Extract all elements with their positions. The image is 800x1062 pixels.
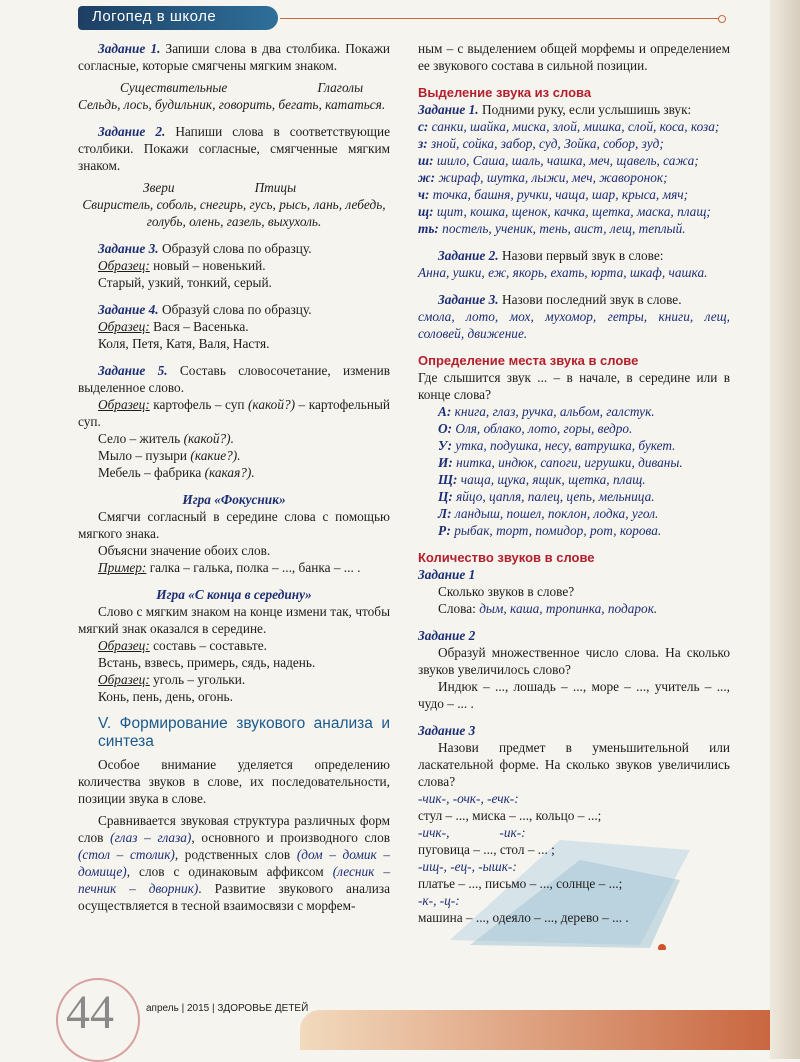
section-header-title: Логопед в школе bbox=[92, 8, 217, 25]
letter-label: О: bbox=[438, 421, 453, 436]
z-task-3-suffix-1: -чик-, -очк-, -ечк-: bbox=[418, 791, 519, 806]
z-task-3-suffix-3: -ищ-, -ец-, -ышк-: bbox=[418, 859, 517, 874]
letter-label: з: bbox=[418, 136, 428, 151]
letter-line bbox=[418, 152, 730, 169]
letter-words: чаща, щука, ящик, щетка, плащ. bbox=[457, 472, 646, 487]
footer-info: апрель | 2015 | ЗДОРОВЬЕ ДЕТЕЙ bbox=[146, 1003, 309, 1014]
game-1-title: Игра «Фокусник» bbox=[182, 492, 286, 507]
r-task-3: Задание 3. Назови последний звук в слове. bbox=[438, 292, 682, 307]
letter-label: щ: bbox=[418, 204, 434, 219]
paragraph-2: Сравнивается звуковая структура различных форм слов (глаз – глаза), основного и производного слов (стол – столик), родственных слов (дом – домик – домище), слов с одинаковым аффиксом (лесник – печник – дворник). Развитие звукового анализа осуществляется в тесной взаимосвязи с морфем- bbox=[78, 813, 390, 913]
z-task-2-label: Задание 2 bbox=[418, 628, 476, 643]
task-5-sample: Образец: картофель – суп (какой?) – картофельный суп. bbox=[78, 397, 390, 429]
task-1-words: Сельдь, лось, будильник, говорить, бегать, кататься. bbox=[78, 97, 386, 112]
task-5-line-1: Село – житель (какой?). bbox=[98, 431, 234, 446]
z-task-2-words: Индюк – ..., лошадь – ..., море – ..., учитель – ..., чудо – ... . bbox=[418, 679, 730, 711]
z-task-3-words-1: стул – ..., миска – ..., кольцо – ...; bbox=[418, 808, 602, 823]
letter-line bbox=[438, 403, 730, 420]
task-3-sample: Образец: новый – новенький. bbox=[98, 258, 266, 273]
task-4-sample: Образец: Вася – Васенька. bbox=[98, 319, 249, 334]
task-3: Задание 3. Образуй слова по образцу. bbox=[98, 241, 312, 256]
letter-words: яйцо, цапля, палец, цепь, мельница. bbox=[452, 489, 655, 504]
letter-line bbox=[418, 186, 730, 203]
letter-words: Оля, облако, лото, горы, ведро. bbox=[452, 421, 633, 436]
letter-label: Р: bbox=[438, 523, 451, 538]
game-2-sample-2: Образец: уголь – угольки. bbox=[98, 672, 246, 687]
letter-label: Щ: bbox=[438, 472, 458, 487]
z-task-1-words: Слова: дым, каша, тропинка, подарок. bbox=[438, 601, 658, 616]
heading-sound-place: Определение места звука в слове bbox=[418, 353, 639, 368]
letter-label: ть: bbox=[418, 221, 439, 236]
task-2-headers: Звери Птицы bbox=[143, 180, 297, 195]
letter-line bbox=[438, 454, 730, 471]
task-2-words: Свиристель, соболь, снегирь, гусь, рысь, лань, лебедь, голубь, олень, газель, выхухоль. bbox=[82, 197, 386, 229]
task-4-words: Коля, Петя, Катя, Валя, Настя. bbox=[98, 336, 270, 351]
z-task-3-label: Задание 3 bbox=[418, 723, 476, 738]
heading-sound-count: Количество звуков в слове bbox=[418, 550, 595, 565]
footer-journal: ЗДОРОВЬЕ ДЕТЕЙ bbox=[217, 1003, 309, 1014]
letter-label: Ц: bbox=[438, 489, 453, 504]
section-v-title: V. Формирование звукового анализа и синтеза bbox=[98, 715, 390, 750]
z-task-3-words-4: машина – ..., одеяло – ..., дерево – ... . bbox=[418, 910, 629, 925]
left-column bbox=[78, 40, 390, 914]
letter-label: с: bbox=[418, 119, 429, 134]
r-task-2-words: Анна, ушки, еж, якорь, ехать, юрта, шкаф, чашка. bbox=[418, 265, 708, 280]
letter-label: ш: bbox=[418, 153, 434, 168]
z-task-3-question: Назови предмет в уменьшительной или ласкательной форме. На сколько звуков увеличились слова? bbox=[418, 740, 730, 789]
game-2-words-1: Встань, взвесь, примерь, сядь, надень. bbox=[98, 655, 316, 670]
letter-words: ландыш, пошел, поклон, лодка, угол. bbox=[451, 506, 659, 521]
letter-line bbox=[438, 505, 730, 522]
game-2-title: Игра «С конца в середину» bbox=[156, 587, 312, 602]
task-1: Задание 1. Запиши слова в два столбика. Покажи согласные, которые смягчены мягким знаком. bbox=[78, 41, 390, 73]
letter-line bbox=[418, 203, 730, 220]
z-task-3-suffix-4: -к-, -ц-: bbox=[418, 893, 460, 908]
z-task-3-words-2: пуговица – ..., стол – ... ; bbox=[418, 842, 555, 857]
z-task-1-question: Сколько звуков в слове? bbox=[438, 584, 575, 599]
paragraph-1: Особое внимание уделяется определению количества звуков в слове, их последовательности, позиции звука в слове. bbox=[78, 757, 390, 806]
task-3-words: Старый, узкий, тонкий, серый. bbox=[98, 275, 272, 290]
task-2: Задание 2. Напиши слова в соответствующие столбики. Покажи согласные, смягченные мягким знаком. bbox=[78, 124, 391, 173]
letter-label: Л: bbox=[438, 506, 452, 521]
letter-line bbox=[438, 488, 730, 505]
letter-line bbox=[418, 118, 730, 135]
game-1-text-2: Объясни значение обоих слов. bbox=[98, 543, 271, 558]
game-2-sample-1: Образец: составь – составьте. bbox=[98, 638, 267, 653]
letter-line bbox=[438, 471, 730, 488]
letter-words: щит, кошка, щенок, качка, щетка, маска, плащ; bbox=[433, 204, 711, 219]
footer-month: апрель bbox=[146, 1003, 179, 1014]
task-5-line-3: Мебель – фабрика (какая?). bbox=[98, 465, 255, 480]
letter-line bbox=[418, 135, 730, 152]
letter-line bbox=[438, 420, 730, 437]
game-2-words-2: Конь, пень, день, огонь. bbox=[98, 689, 233, 704]
task-5: Задание 5. Составь словосочетание, изменив выделенное слово. bbox=[78, 363, 390, 395]
letter-words: рыбак, торт, помидор, рот, корова. bbox=[450, 523, 662, 538]
header-rule-dot bbox=[718, 15, 726, 23]
footer-year: 2015 bbox=[186, 1003, 210, 1014]
letter-label: ж: bbox=[418, 170, 436, 185]
task-4: Задание 4. Образуй слова по образцу. bbox=[98, 302, 312, 317]
right-column bbox=[418, 40, 730, 926]
header-rule bbox=[280, 18, 720, 19]
z-task-3-suffix-2: -ичк-, -ик-: bbox=[418, 825, 526, 840]
letter-words: книга, глаз, ручка, альбом, галстук. bbox=[451, 404, 655, 419]
r-task-1: Задание 1. Подними руку, если услышишь звук: bbox=[418, 102, 692, 117]
footer-decoration-bar bbox=[300, 1010, 770, 1050]
letter-words: постель, ученик, тень, аист, лещ, теплый. bbox=[438, 221, 686, 236]
letter-label: ч: bbox=[418, 187, 430, 202]
place-lines bbox=[418, 403, 730, 539]
r-task-1-lines bbox=[418, 118, 730, 237]
place-question: Где слышится звук ... – в начале, в середине или в конце слова? bbox=[418, 370, 730, 402]
game-1-text: Смягчи согласный в середине слова с помощью мягкого знака. bbox=[78, 509, 390, 541]
heading-sound-isolation: Выделение звука из слова bbox=[418, 85, 592, 100]
page-edge-shadow bbox=[770, 0, 800, 1059]
letter-label: У: bbox=[438, 438, 453, 453]
letter-words: санки, шайка, миска, злой, мишка, слой, коса, коза; bbox=[428, 119, 720, 134]
letter-words: нитка, индюк, сапоги, игрушки, диваны. bbox=[452, 455, 683, 470]
z-task-1-label: Задание 1 bbox=[418, 567, 476, 582]
letter-line bbox=[418, 169, 730, 186]
letter-label: И: bbox=[438, 455, 453, 470]
letter-label: А: bbox=[438, 404, 452, 419]
game-1-example: Пример: галка – галька, полка – ..., банка – ... . bbox=[98, 560, 361, 575]
letter-words: утка, подушка, несу, ватрушка, букет. bbox=[452, 438, 676, 453]
letter-words: шило, Саша, шаль, чашка, меч, щавель, сажа; bbox=[433, 153, 699, 168]
continued-paragraph: ным – с выделением общей морфемы и определением ее звукового состава в сильной позиции. bbox=[418, 41, 730, 73]
task-5-line-2: Мыло – пузыри (какие?). bbox=[98, 448, 241, 463]
letter-line bbox=[418, 220, 730, 237]
page-number: 44 bbox=[66, 986, 114, 1039]
z-task-2-question: Образуй множественное число слова. На сколько звуков увеличилось слово? bbox=[418, 645, 730, 677]
letter-words: точка, башня, ручки, чаща, шар, крыса, мяч; bbox=[429, 187, 689, 202]
z-task-3-words-3: платье – ..., письмо – ..., солнце – ...; bbox=[418, 876, 623, 891]
letter-words: жираф, шутка, лыжи, меч, жаворонок; bbox=[435, 170, 668, 185]
letter-line bbox=[438, 437, 730, 454]
letter-words: зной, сойка, забор, суд, Зойка, собор, зуд; bbox=[427, 136, 664, 151]
game-2-text: Слово с мягким знаком на конце измени так, чтобы мягкий знак оказался в середине. bbox=[78, 604, 390, 636]
task-1-headers: Существительные Глаголы bbox=[120, 80, 364, 95]
r-task-3-words: смола, лото, мох, мухомор, гетры, книги, лещ, соловей, движение. bbox=[418, 309, 730, 341]
r-task-2: Задание 2. Назови первый звук в слове: bbox=[438, 248, 664, 263]
letter-line bbox=[438, 522, 730, 539]
